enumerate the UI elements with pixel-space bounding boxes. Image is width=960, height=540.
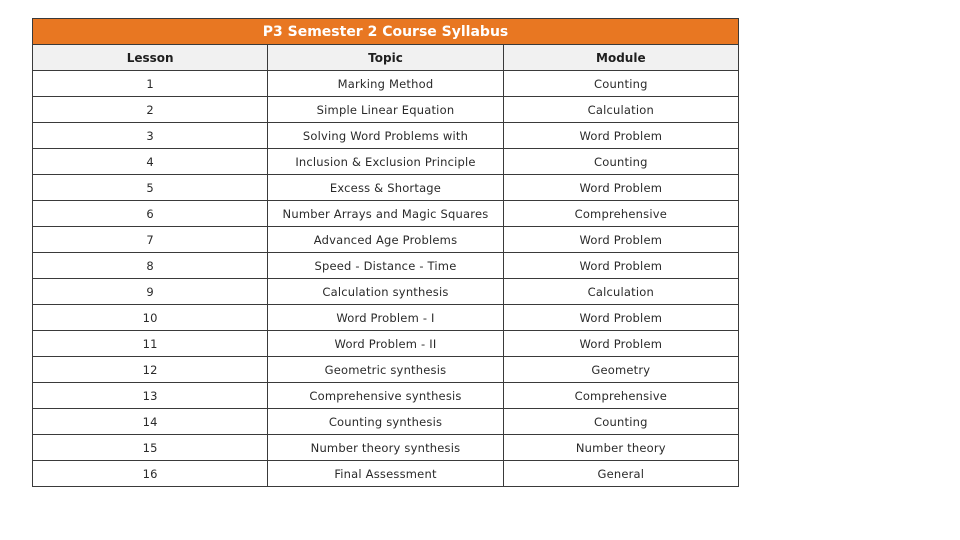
table-row (33, 253, 739, 279)
table-row (33, 123, 739, 149)
topic-cell: Counting synthesis (268, 409, 503, 435)
lesson-cell: 6 (33, 201, 268, 227)
lesson-cell: 7 (33, 227, 268, 253)
topic-cell: Inclusion & Exclusion Principle (268, 149, 503, 175)
table-row (33, 71, 739, 97)
module-cell: Word Problem (503, 175, 738, 201)
table-row (33, 435, 739, 461)
lesson-cell: 4 (33, 149, 268, 175)
table-row (33, 331, 739, 357)
module-cell: General (503, 461, 738, 487)
table-row (33, 201, 739, 227)
table-row (33, 383, 739, 409)
header-module: Module (503, 45, 738, 71)
topic-cell: Solving Word Problems with (268, 123, 503, 149)
topic-cell: Geometric synthesis (268, 357, 503, 383)
lesson-cell: 10 (33, 305, 268, 331)
table-row (33, 461, 739, 487)
lesson-cell: 14 (33, 409, 268, 435)
topic-cell: Speed - Distance - Time (268, 253, 503, 279)
lesson-cell: 5 (33, 175, 268, 201)
header-row (33, 45, 739, 71)
topic-cell: Calculation synthesis (268, 279, 503, 305)
lesson-cell: 2 (33, 97, 268, 123)
topic-cell: Word Problem - I (268, 305, 503, 331)
lesson-cell: 13 (33, 383, 268, 409)
topic-cell: Simple Linear Equation (268, 97, 503, 123)
module-cell: Counting (503, 71, 738, 97)
module-cell: Word Problem (503, 305, 738, 331)
lesson-cell: 9 (33, 279, 268, 305)
module-cell: Word Problem (503, 331, 738, 357)
syllabus-body (33, 71, 739, 487)
table-row (33, 357, 739, 383)
table-title: P3 Semester 2 Course Syllabus (33, 19, 739, 45)
topic-cell: Comprehensive synthesis (268, 383, 503, 409)
module-cell: Counting (503, 149, 738, 175)
module-cell: Counting (503, 409, 738, 435)
module-cell: Word Problem (503, 253, 738, 279)
module-cell: Geometry (503, 357, 738, 383)
syllabus-table (32, 18, 739, 487)
module-cell: Word Problem (503, 123, 738, 149)
lesson-cell: 12 (33, 357, 268, 383)
module-cell: Comprehensive (503, 383, 738, 409)
lesson-cell: 16 (33, 461, 268, 487)
table-row (33, 97, 739, 123)
lesson-cell: 8 (33, 253, 268, 279)
topic-cell: Word Problem - II (268, 331, 503, 357)
lesson-cell: 15 (33, 435, 268, 461)
topic-cell: Excess & Shortage (268, 175, 503, 201)
table-row (33, 409, 739, 435)
lesson-cell: 11 (33, 331, 268, 357)
lesson-cell: 3 (33, 123, 268, 149)
topic-cell: Number Arrays and Magic Squares (268, 201, 503, 227)
module-cell: Word Problem (503, 227, 738, 253)
module-cell: Comprehensive (503, 201, 738, 227)
header-topic: Topic (268, 45, 503, 71)
header-lesson: Lesson (33, 45, 268, 71)
topic-cell: Number theory synthesis (268, 435, 503, 461)
module-cell: Calculation (503, 97, 738, 123)
table-row (33, 279, 739, 305)
table-row (33, 305, 739, 331)
topic-cell: Final Assessment (268, 461, 503, 487)
table-row (33, 149, 739, 175)
lesson-cell: 1 (33, 71, 268, 97)
module-cell: Calculation (503, 279, 738, 305)
module-cell: Number theory (503, 435, 738, 461)
table-row (33, 227, 739, 253)
topic-cell: Marking Method (268, 71, 503, 97)
table-row (33, 175, 739, 201)
topic-cell: Advanced Age Problems (268, 227, 503, 253)
title-row (33, 19, 739, 45)
